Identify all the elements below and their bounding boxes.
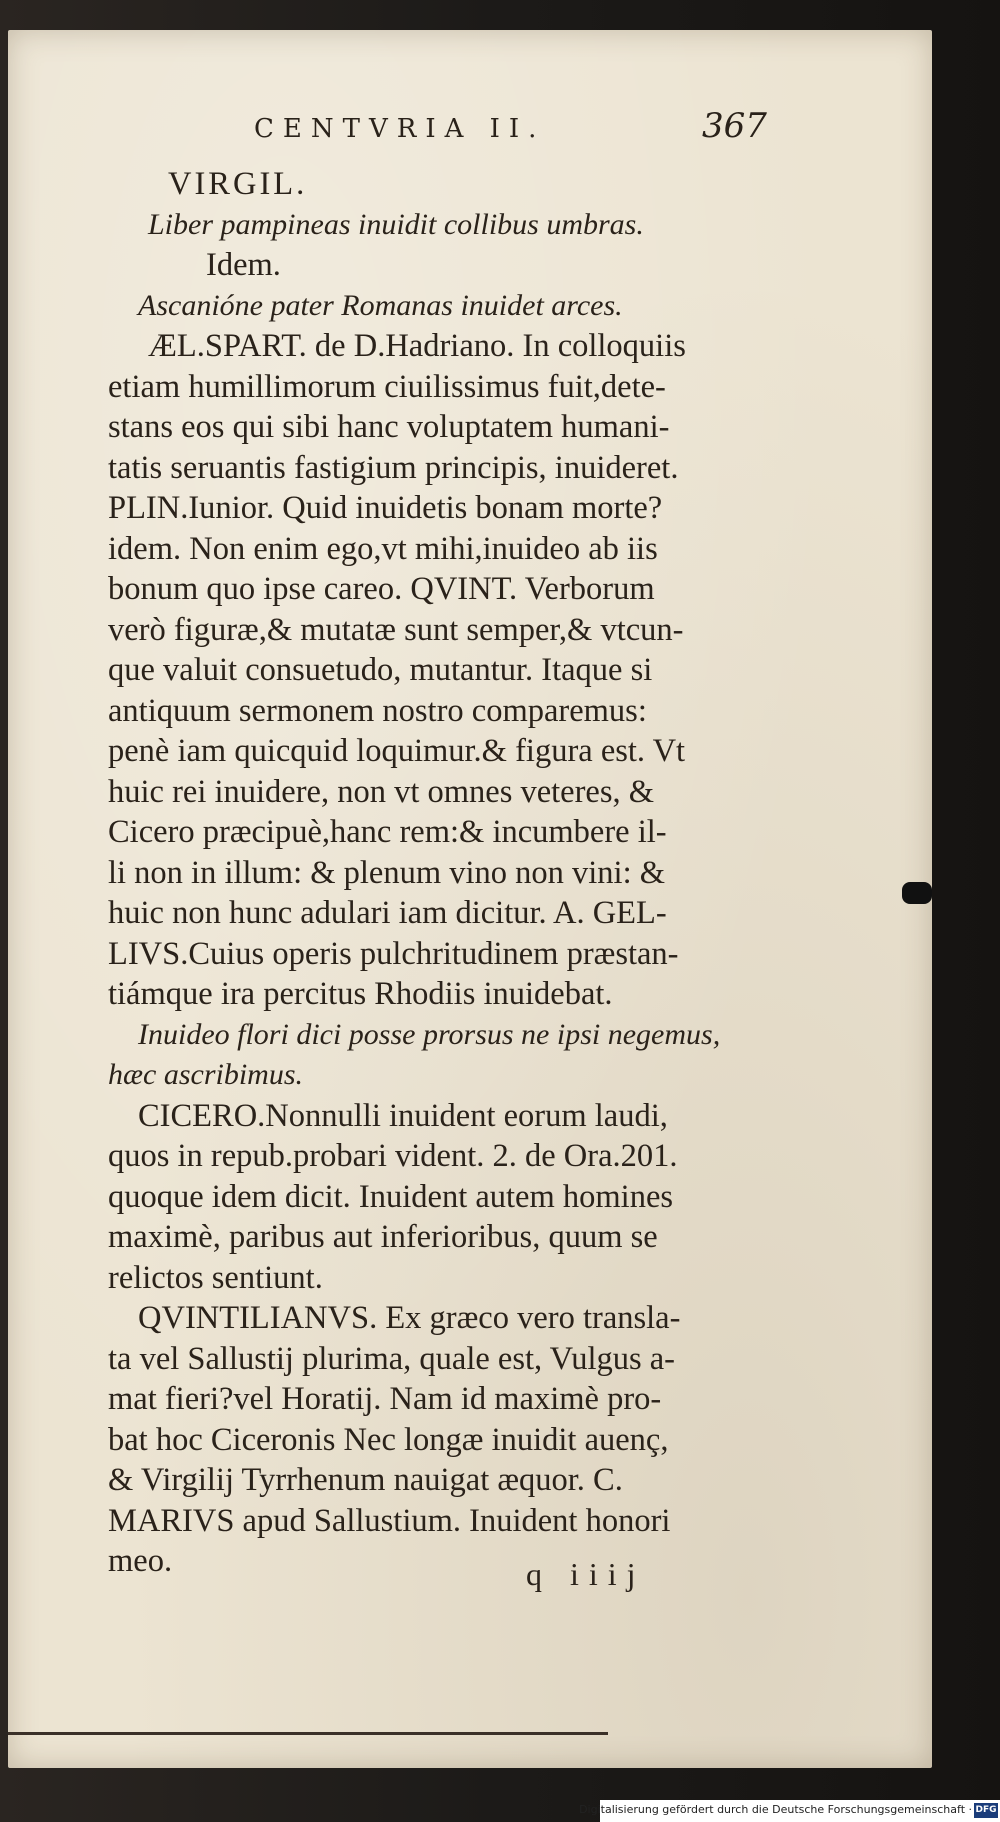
dfg-logo-icon: DFG: [974, 1803, 998, 1818]
body-text: [108, 164, 788, 1582]
text-line: mat fieri?vel Horatij. Nam id maximè pro-: [108, 1381, 662, 1417]
text-line: QVINTILIANVS. Ex græco vero transla-: [138, 1300, 681, 1336]
text-line: etiam humillimorum ciuilissimus fuit,dete-: [108, 368, 666, 405]
bottom-rule: [8, 1732, 608, 1735]
text-line: meo.: [108, 1543, 173, 1579]
text-line: idem. Non enim ego,vt mihi,inuideo ab iis: [108, 530, 658, 567]
text-line: bonum quo ipse careo. QVINT. Verborum: [108, 571, 655, 607]
text-line: bat hoc Ciceronis Nec longæ inuidit auenç,: [108, 1421, 669, 1458]
text-line: ta vel Sallustij plurima, quale est, Vulgus a-: [108, 1340, 676, 1377]
text-line: que valuit consuetudo, mutantur. Itaque si: [108, 652, 653, 688]
text-line: Ascanióne pater Romanas inuidet arces.: [138, 288, 623, 322]
text-line: tiámque ira percitus Rhodiis inuidebat.: [108, 976, 613, 1012]
text-line: quoque idem dicit. Inuident autem homines: [108, 1178, 674, 1215]
text-line: quos in repub.probari vident. 2. de Ora.201.: [108, 1138, 678, 1174]
text-line: VIRGIL.: [168, 166, 308, 202]
text-line: huic rei inuidere, non vt omnes veteres, &: [108, 773, 655, 810]
signature-mark: q iiij: [526, 1556, 646, 1592]
text-line: Liber pampineas inuidit collibus umbras.: [148, 207, 644, 241]
text-line: maximè, paribus aut inferioribus, quum se: [108, 1219, 658, 1255]
page-clip: [902, 882, 932, 904]
text-line: antiquum sermonem nostro comparemus:: [108, 692, 647, 729]
text-line: penè iam quicquid loquimur.& figura est. Vt: [108, 733, 686, 769]
text-line: li non in illum: & plenum vino non vini: &: [108, 854, 666, 891]
text-line: LIVS.Cuius operis pulchritudinem præstan-: [108, 935, 679, 972]
text-line: stans eos qui sibi hanc voluptatem humani-: [108, 409, 670, 445]
funding-credit: Digitalisierung gefördert durch die Deutsche Forschungsgemeinschaft ·: [579, 1803, 972, 1816]
running-head: CENTVRIA II.: [254, 114, 546, 144]
digitization-footer: [579, 1800, 1000, 1822]
text-line: ÆL.SPART. de D.Hadriano. In colloquiis: [148, 328, 686, 364]
text-line: Idem.: [206, 247, 281, 283]
text-line: hæc ascribimus.: [108, 1058, 303, 1091]
text-line: Cicero præcipuè,hanc rem:& incumbere il-: [108, 814, 667, 850]
text-line: PLIN.Iunior. Quid inuidetis bonam morte?: [108, 490, 663, 526]
page-header: [8, 86, 932, 146]
text-line: tatis seruantis fastigium principis, inuideret.: [108, 449, 679, 486]
text-line: CICERO.Nonnulli inuident eorum laudi,: [138, 1097, 668, 1134]
text-line: relictos sentiunt.: [108, 1259, 323, 1296]
page-number: 367: [702, 106, 767, 146]
book-page: [8, 30, 932, 1768]
text-line: Inuideo flori dici posse prorsus ne ipsi negemus,: [138, 1017, 721, 1051]
text-line: & Virgilij Tyrrhenum nauigat æquor. C.: [108, 1462, 623, 1498]
text-line: huic non hunc adulari iam dicitur. A. GEL-: [108, 895, 667, 931]
text-line: verò figuræ,& mutatæ sunt semper,& vtcun-: [108, 611, 684, 648]
text-line: MARIVS apud Sallustium. Inuident honori: [108, 1502, 671, 1539]
